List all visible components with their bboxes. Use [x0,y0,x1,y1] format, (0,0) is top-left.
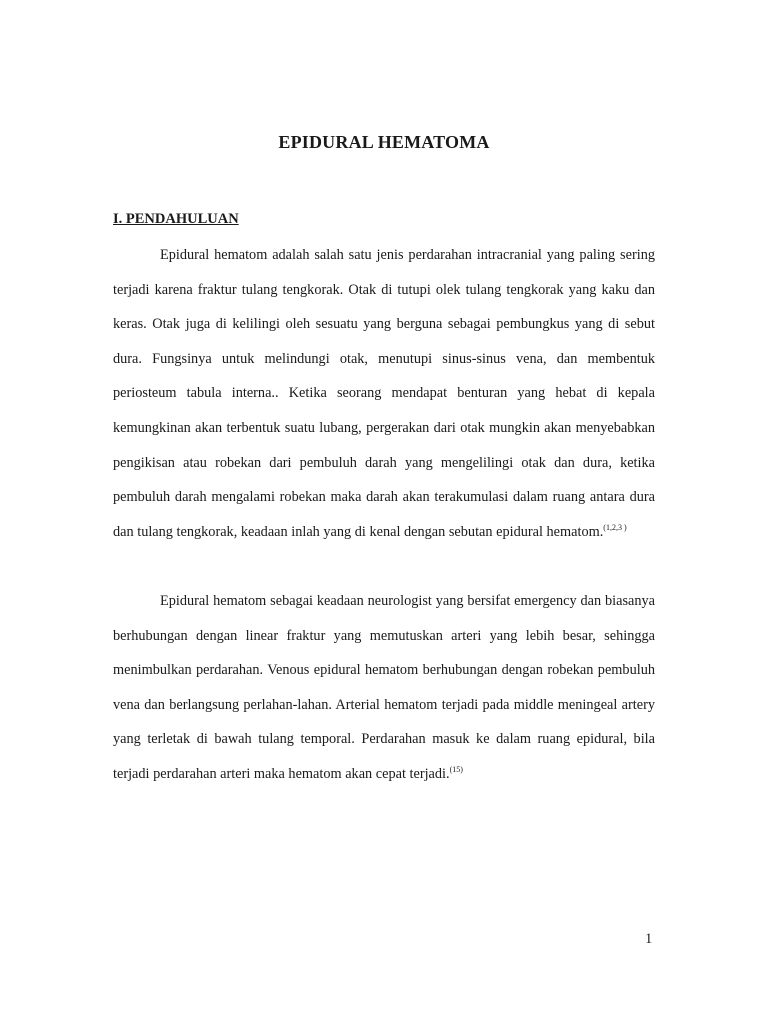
paragraph-1-citation: (1,2,3 ) [603,522,627,532]
paragraph-1-text: Epidural hematom adalah salah satu jenis perdarahan intracranial yang paling sering terjadi karena fraktur tulang tengkorak. Otak di tutupi olek tulang tengkorak yang kaku dan keras. Otak juga di kelilingi oleh sesuatu yang berguna sebagai pembungkus yang di sebut dura. Fungsinya untuk melindungi otak, menutupi sinus-sinus vena, dan membentuk periosteum tabula interna.. Ketika seorang mendapat benturan yang hebat di kepala kemungkinan akan terbentuk suatu lubang, pergerakan dari otak mungkin akan menyebabkan pengikisan atau robekan dari pembuluh darah yang mengelilingi otak dan dura, ketika pembuluh darah mengalami robekan maka darah akan terakumulasi dalam ruang antara dura dan tulang tengkorak, keadaan inlah yang di kenal dengan sebutan epidural hematom. [113,247,655,540]
document-title: EPIDURAL HEMATOMA [278,132,490,152]
page-number: 1 [645,931,653,947]
paragraph-2-citation: (15) [449,764,463,774]
section-heading: I. PENDAHULUAN [113,211,239,227]
paragraph-1 [113,238,655,549]
paragraph-2-text: Epidural hematom sebagai keadaan neurologist yang bersifat emergency dan biasanya berhubungan dengan linear fraktur yang memutuskan arteri yang lebih besar, sehingga menimbulkan perdarahan. Venous epidural hematom berhubungan dengan robekan pembuluh vena dan berlangsung perlahan-lahan. Arterial hematom terjadi pada middle meningeal artery yang terletak di bawah tulang temporal. Perdarahan masuk ke dalam ruang epidural, bila terjadi perdarahan arteri maka hematom akan cepat terjadi. [113,593,655,782]
paragraph-2 [113,584,655,792]
